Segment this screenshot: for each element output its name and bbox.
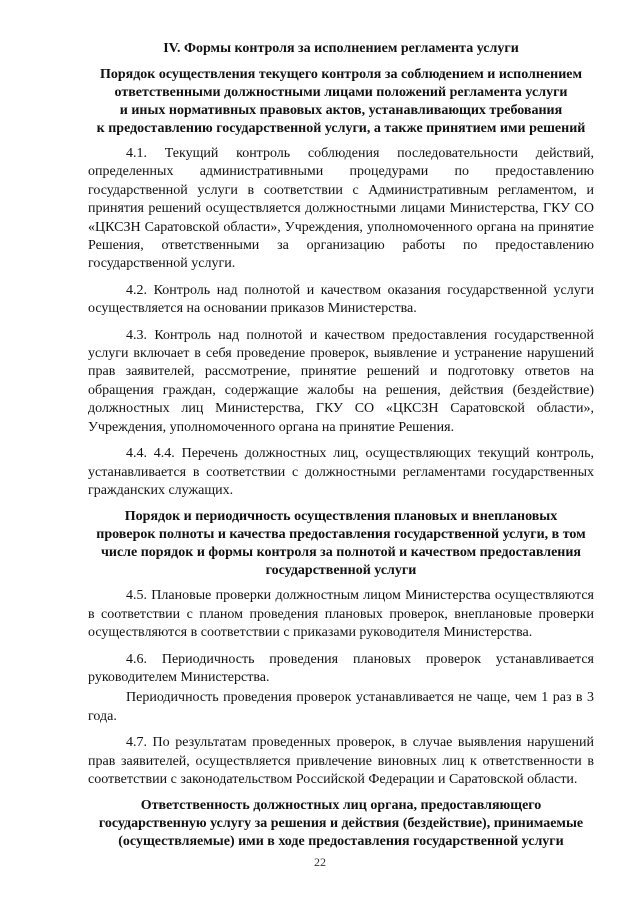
heading-line: Порядок осуществления текущего контроля за соблюдением и исполнением [99, 67, 583, 82]
section-title: IV. Формы контроля за исполнением регламента услуги [163, 41, 519, 56]
paragraph-4-4: 4.4. 4.4. Перечень должностных лиц, осуществляющих текущий контроль, устанавливается в соответствии с должностными регламентами государственных гражданских служащих. [88, 446, 594, 498]
paragraph-periodicity: Периодичность проведения проверок устанавливается не чаще, чем 1 раз в 3 года. [88, 690, 594, 724]
heading-line: государственной услуги [265, 563, 417, 579]
paragraph-4-6: 4.6. Периодичность проведения плановых проверок устанавливается руководителем Министерства. [88, 651, 594, 685]
heading-inspections [88, 508, 594, 580]
heading-line: (осуществляемые) ими в ходе предоставления государственной услуги [118, 834, 564, 850]
heading-line: ответственными должностными лицами положений регламента услуги [114, 85, 568, 100]
heading-line: государственную услугу за решения и действия (бездействие), принимаемые [98, 816, 584, 832]
heading-current-control [88, 66, 594, 138]
heading-responsibility [88, 797, 594, 851]
heading-line: и иных нормативных правовых актов, устанавливающих требования [119, 103, 563, 118]
paragraph-4-2: 4.2. Контроль над полнотой и качеством оказания государственной услуги осуществляется на основании приказов Министерства. [88, 282, 594, 317]
paragraph-4-5: 4.5. Плановые проверки должностным лицом Министерства осуществляются в соответствии с планом проведения плановых проверок, внеплановые проверки осуществляются в соответствии с приказами руководителя Министерства. [88, 588, 594, 641]
paragraph-4-1: 4.1. Текущий контроль соблюдения последовательности действий, определенных административными процедурами по предоставлению государственной услуги в соответствии с Административным регламентом, и принятия решений осуществляется должностными лицами Министерства, ГКУ СО «ЦКСЗН Саратовской области», Учреждения, уполномоченного органа на принятие Решения, ответственными за организацию работы по предоставлению государственной услуги. [88, 146, 594, 272]
heading-line: Порядок и периодичность осуществления плановых и внеплановых [124, 509, 558, 525]
paragraph-4-7: 4.7. По результатам проведенных проверок, в случае выявления нарушений прав заявителей, осуществляется привлечение виновных лиц к ответственности в соответствии с законодательством Российской Федерации и Саратовской области. [88, 735, 594, 787]
heading-line: числе порядок и формы контроля за полнотой и качеством предоставления [101, 545, 581, 561]
heading-line: к предоставлению государственной услуги, а также принятием ими решений [96, 121, 586, 136]
document-page [88, 40, 594, 858]
heading-line: проверок полноты и качества предоставления государственной услуги, в том [96, 527, 586, 543]
heading-line: Ответственность должностных лиц органа, предоставляющего [140, 798, 542, 814]
paragraph-4-3: 4.3. Контроль над полнотой и качеством предоставления государственной услуги включает в себя проведение проверок, выявление и устранение нарушений прав заявителей, рассмотрение, принятие решений и подготовку ответов на обращения граждан, содержащие жалобы на решения, действия (бездействие) должностных лиц Министерства, ГКУ СО «ЦКСЗН Саратовской области», Учреждения, уполномоченного органа на принятие Решения. [88, 327, 594, 435]
page-number: 22 [314, 855, 326, 869]
